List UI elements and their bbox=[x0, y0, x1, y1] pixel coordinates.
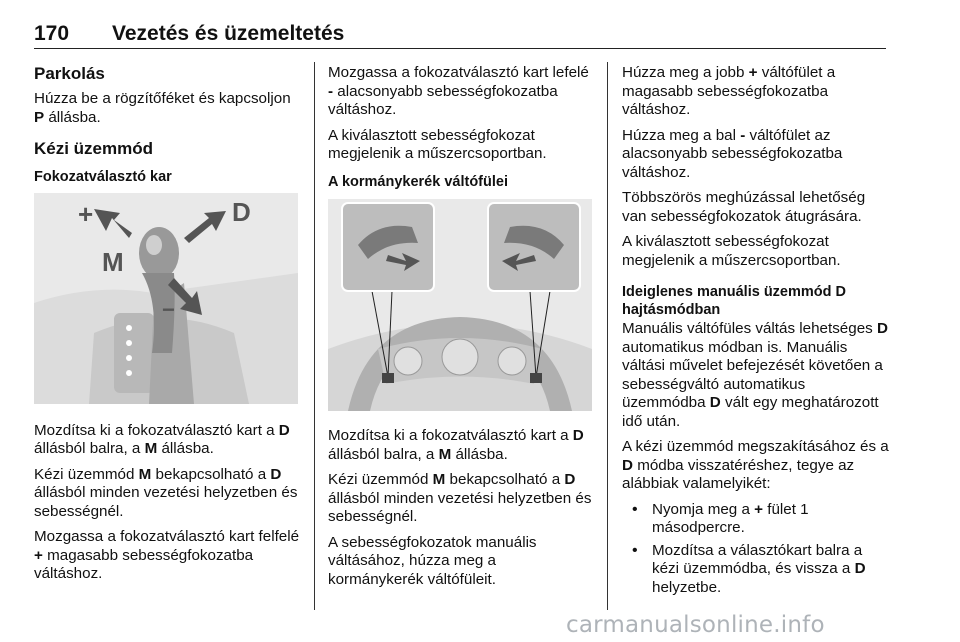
page-header bbox=[34, 22, 886, 49]
paragraph-selector-1: Mozdítsa ki a fokozatválasztó kart a D állásból balra, a M állásba. bbox=[34, 421, 290, 457]
paragraph-paddles-1: Mozdítsa ki a fokozatválasztó kart a D állásból balra, a M állásba. bbox=[328, 427, 584, 463]
paragraph-right-paddle: Húzza meg a jobb + váltófület a magasabb sebességfokozatba váltáshoz. bbox=[622, 64, 836, 118]
page-title: Vezetés és üzemeltetés bbox=[112, 22, 345, 45]
heading-manual-mode: Kézi üzemmód bbox=[34, 139, 154, 158]
paragraph-selector-3: Mozgassa a fokozatválasztó kart felfelé + magasabb sebességfokozatba váltáshoz. bbox=[34, 528, 300, 582]
list-item: • Mozdítsa a választókart balra a kézi üzemmódba, és vissza a D helyzetbe. bbox=[622, 542, 890, 598]
m-label: M bbox=[102, 246, 124, 277]
column-2 bbox=[328, 64, 594, 596]
paragraph-skip-gears: Többszörös meghúzással lehetőség van sebességfokozatok átugrására. bbox=[622, 189, 866, 225]
heading-paddles: A kormánykerék váltófülei bbox=[328, 173, 508, 190]
list-item: • Nyomja meg a + fület 1 másodpercre. bbox=[622, 501, 890, 538]
paragraph-parking: Húzza be a rögzítőféket és kapcsoljon P állásba. bbox=[34, 90, 291, 126]
paragraph-cancel-manual: A kézi üzemmód megszakításához és a D módba visszatéréshez, tegye az alábbiak valamelyikét: bbox=[622, 438, 889, 492]
paragraph-paddles-3: A sebességfokozatok manuális váltásához, húzza meg a kormánykerék váltófüleit. bbox=[328, 533, 537, 588]
minus-label: − bbox=[162, 296, 175, 322]
paragraph-paddles-2: Kézi üzemmód M bekapcsolható a D állásból minden vezetési helyzetben és sebességnél. bbox=[328, 471, 592, 525]
column-divider-right bbox=[607, 62, 608, 610]
steering-paddles-illustration bbox=[328, 199, 592, 411]
column-3 bbox=[622, 64, 890, 601]
selector-lever-illustration bbox=[34, 193, 298, 404]
d-label: D bbox=[232, 196, 251, 227]
paragraph-display-1: A kiválasztott sebességfokozat megjelenik a műszercsoportban. bbox=[328, 126, 547, 162]
paragraph-temporary-manual: Manuális váltófüles váltás lehetséges D automatikus módban is. Manuális váltási művelet befejezését követően a sebességváltó automatikus üzemmódba D vált egy meghatározott idő után. bbox=[622, 320, 888, 430]
paragraph-left-paddle: Húzza meg a bal - váltófület az alacsonyabb sebességfokozatba váltáshoz. bbox=[622, 126, 843, 181]
heading-parking: Parkolás bbox=[34, 64, 105, 83]
cancel-options-list bbox=[622, 501, 890, 598]
paragraph-downshift: Mozgassa a fokozatválasztó kart lefelé - alacsonyabb sebességfokozatba váltáshoz. bbox=[328, 64, 589, 118]
page-number: 170 bbox=[34, 22, 70, 45]
paragraph-selector-2: Kézi üzemmód M bekapcsolható a D állásból minden vezetési helyzetben és sebességnél. bbox=[34, 465, 298, 520]
plus-label: + bbox=[78, 198, 94, 229]
watermark: carmanualsonline.info bbox=[566, 612, 825, 638]
column-divider-left bbox=[314, 62, 315, 610]
paragraph-display-2: A kiválasztott sebességfokozat megjelenik a műszercsoportban. bbox=[622, 233, 841, 269]
heading-temporary-manual: Ideiglenes manuális üzemmód D hajtásmódban bbox=[622, 284, 846, 318]
column-1 bbox=[34, 64, 300, 591]
heading-selector-lever: Fokozatválasztó kar bbox=[34, 169, 172, 185]
